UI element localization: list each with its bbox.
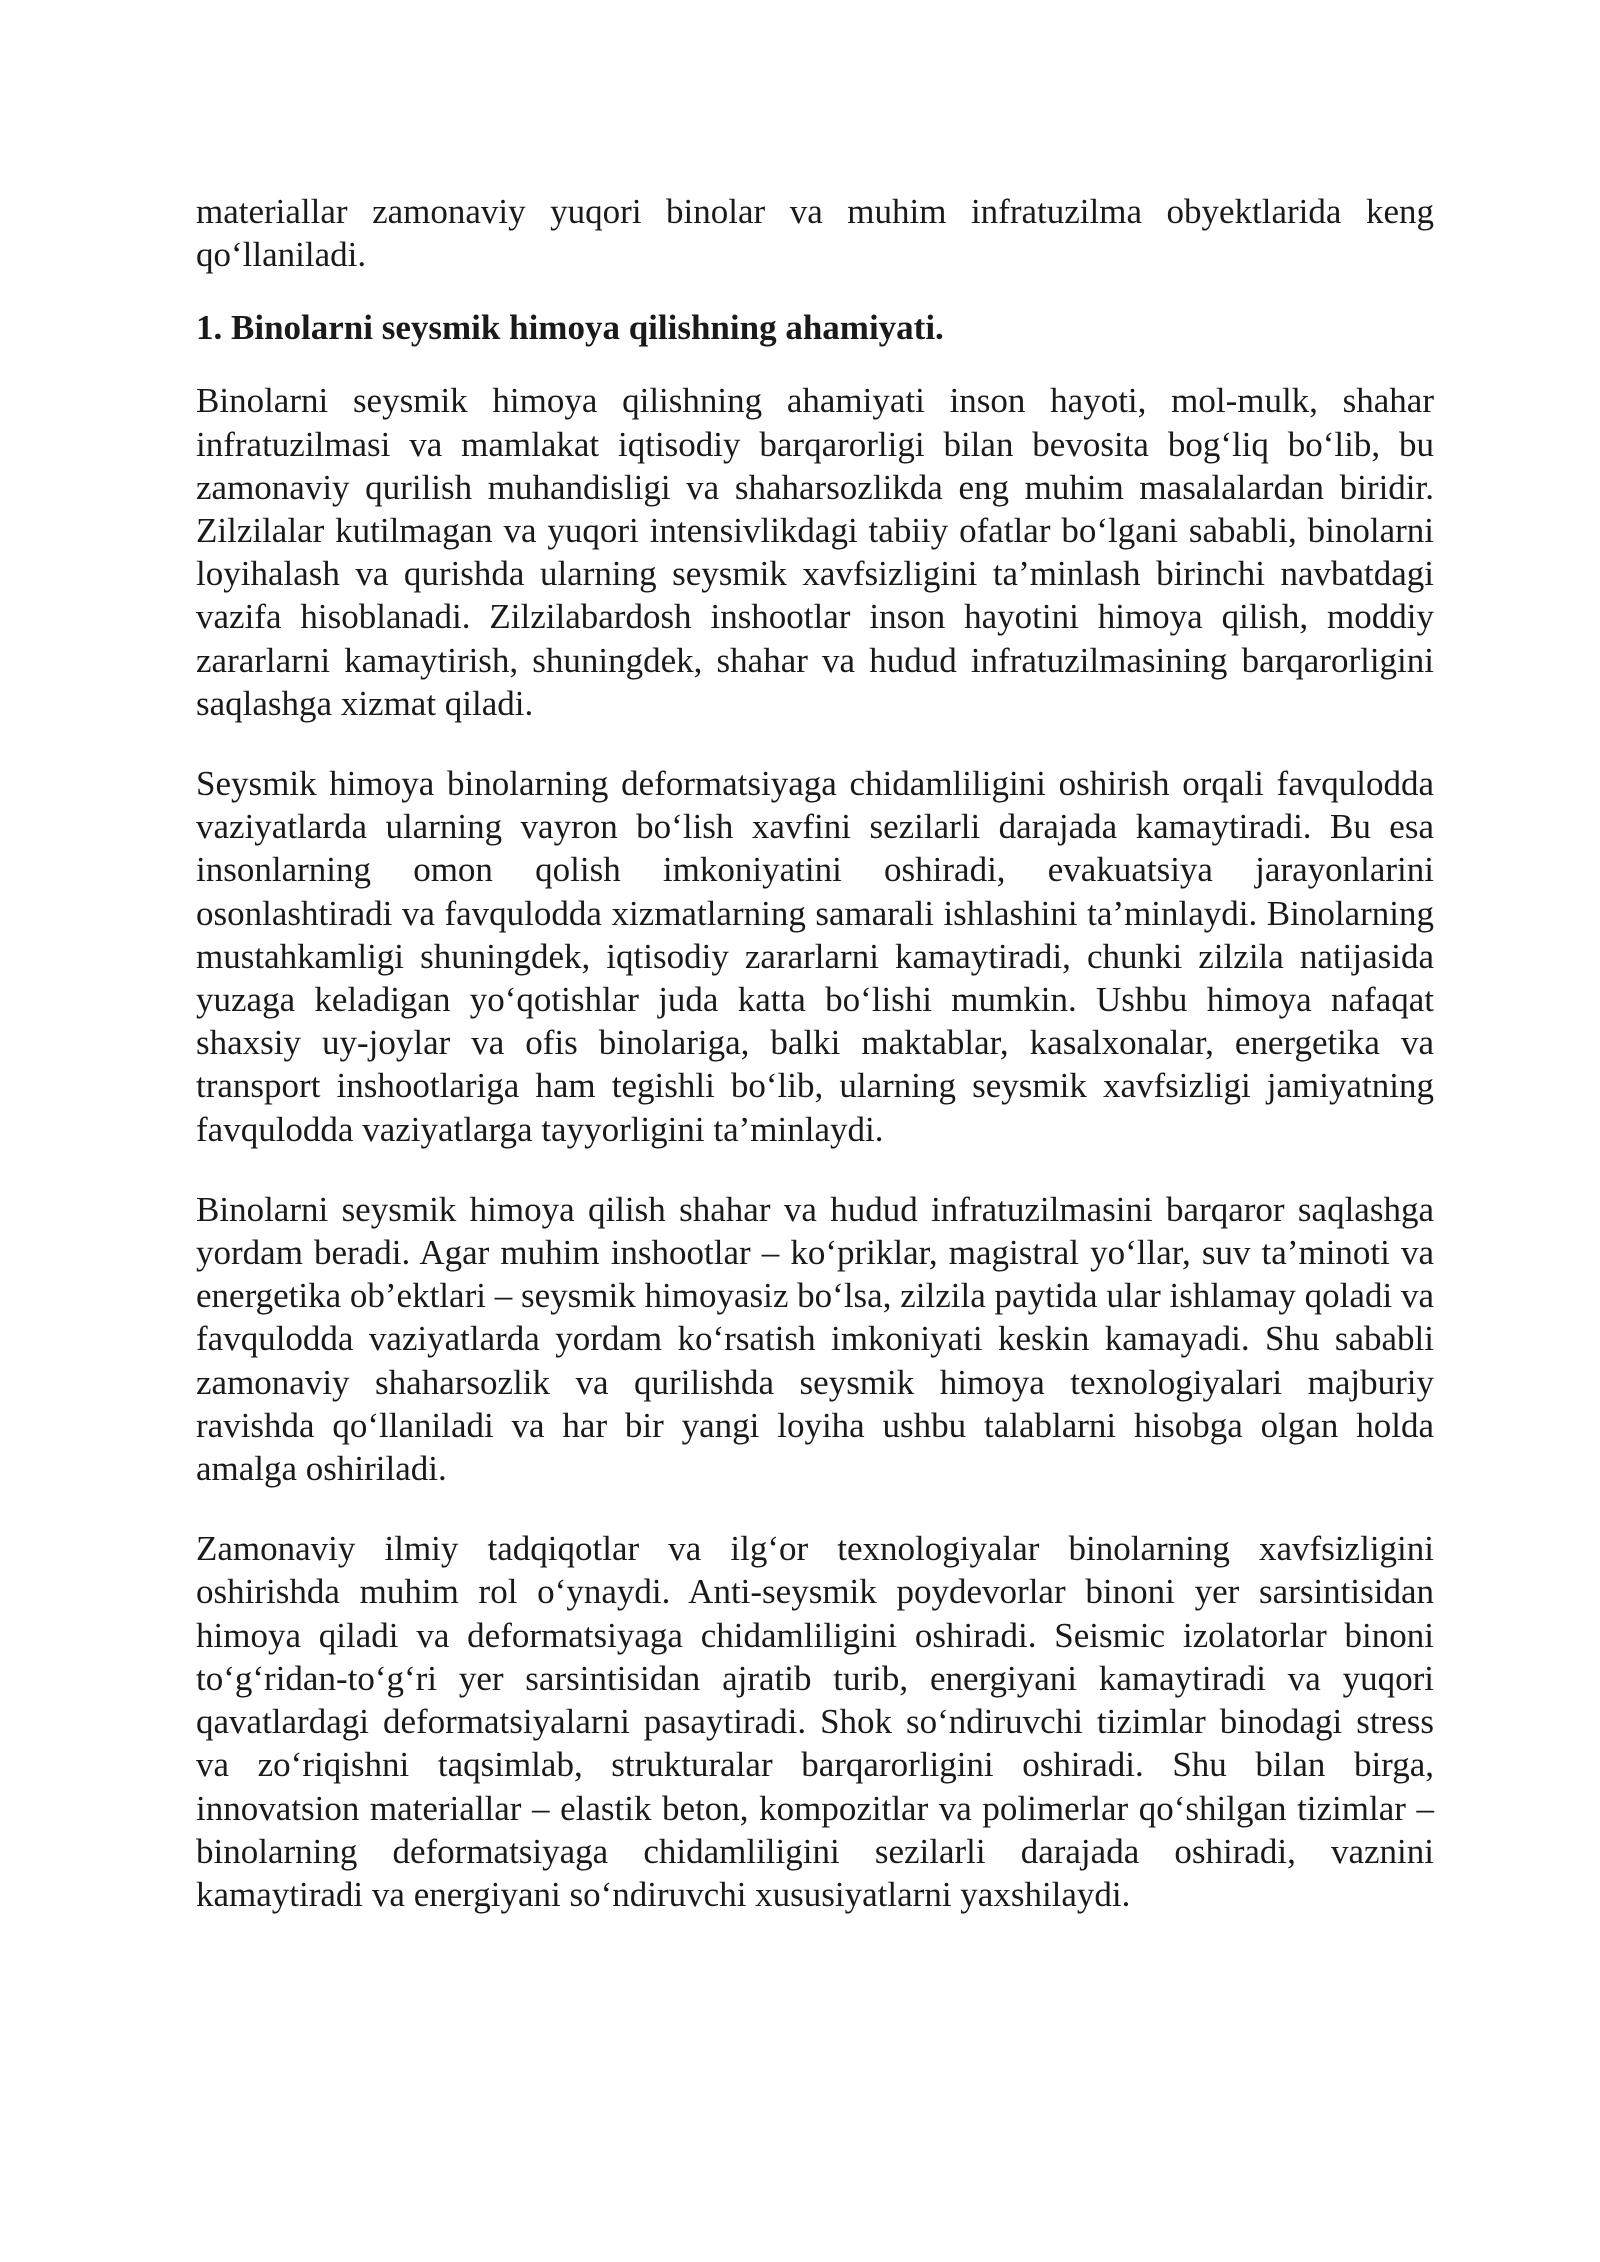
intro-paragraph: materiallar zamonaviy yuqori binolar va muhim infratuzilma obyektlarida keng qo‘llaniladi.: [196, 192, 1434, 275]
paragraph-2: Seysmik himoya binolarning deformatsiyaga chidamliligini oshirish orqali favqulodda vaziyatlarda ularning vayron bo‘lish xavfini sezilarli darajada kamaytiradi. Bu esa insonlarning omon qolish imkoniyatini oshiradi, evakuatsiya jarayonlarini osonlashtiradi va favqulodda xizmatlarning samarali ishlashini ta’minlaydi. Binolarning mustahkamligi shuningdek, iqtisodiy zararlarni kamaytiradi, chunki zilzila natijasida yuzaga keladigan yo‘qotishlar juda katta bo‘lishi mumkin. Ushbu himoya nafaqat shaxsiy uy-joylar va ofis binolariga, balki maktablar, kasalxonalar, energetika va transport inshootlariga ham tegishli bo‘lib, ularning seysmik xavfsizligi jamiyatning favqulodda vaziyatlarga tayyorligini ta’minlaydi.: [196, 764, 1434, 1149]
paragraph-1: Binolarni seysmik himoya qilishning ahamiyati inson hayoti, mol-mulk, shahar infratuzilmasi va mamlakat iqtisodiy barqarorligi bilan bevosita bog‘liq bo‘lib, bu zamonaviy qurilish muhandisligi va shaharsozlikda eng muhim masalalardan biridir. Zilzilalar kutilmagan va yuqori intensivlikdagi tabiiy ofatlar bo‘lgani sababli, binolarni loyihalash va qurishda ularning seysmik xavfsizligini ta’minlash birinchi navbatdagi vazifa hisoblanadi. Zilzilabardosh inshootlar inson hayotini himoya qilish, moddiy zararlarni kamaytirish, shuningdek, shahar va hudud infratuzilmasining barqarorligini saqlashga xizmat qiladi.: [196, 381, 1434, 723]
document-page: [196, 190, 1434, 1916]
paragraph-4: Zamonaviy ilmiy tadqiqotlar va ilg‘or texnologiyalar binolarning xavfsizligini oshirishda muhim rol o‘ynaydi. Anti-seysmik poydevorlar binoni yer sarsintisidan himoya qiladi va deformatsiyaga chidamliligini oshiradi. Seismic izolatorlar binoni to‘g‘ridan-to‘g‘ri yer sarsintisidan ajratib turib, energiyani kamaytiradi va yuqori qavatlardagi deformatsiyalarni pasaytiradi. Shok so‘ndiruvchi tizimlar binodagi stress va zo‘riqishni taqsimlab, strukturalar barqarorligini oshiradi. Shu bilan birga, innovatsion materiallar – elastik beton, kompozitlar va polimerlar qo‘shilgan tizimlar – binolarning deformatsiyaga chidamliligini sezilarli darajada oshiradi, vaznini kamaytiradi va energiyani so‘ndiruvchi xususiyatlarni yaxshilaydi.: [196, 1529, 1434, 1914]
paragraph-3: Binolarni seysmik himoya qilish shahar va hudud infratuzilmasini barqaror saqlashga yordam beradi. Agar muhim inshootlar – ko‘priklar, magistral yo‘llar, suv ta’minoti va energetika ob’ektlari – seysmik himoyasiz bo‘lsa, zilzila paytida ular ishlamay qoladi va favqulodda vaziyatlarda yordam ko‘rsatish imkoniyati keskin kamayadi. Shu sababli zamonaviy shaharsozlik va qurilishda seysmik himoya texnologiyalari majburiy ravishda qo‘llaniladi va har bir yangi loyiha ushbu talablarni hisobga olgan holda amalga oshiriladi.: [196, 1189, 1434, 1489]
section-heading: 1. Binolarni seysmik himoya qilishning ahamiyati.: [196, 308, 944, 348]
